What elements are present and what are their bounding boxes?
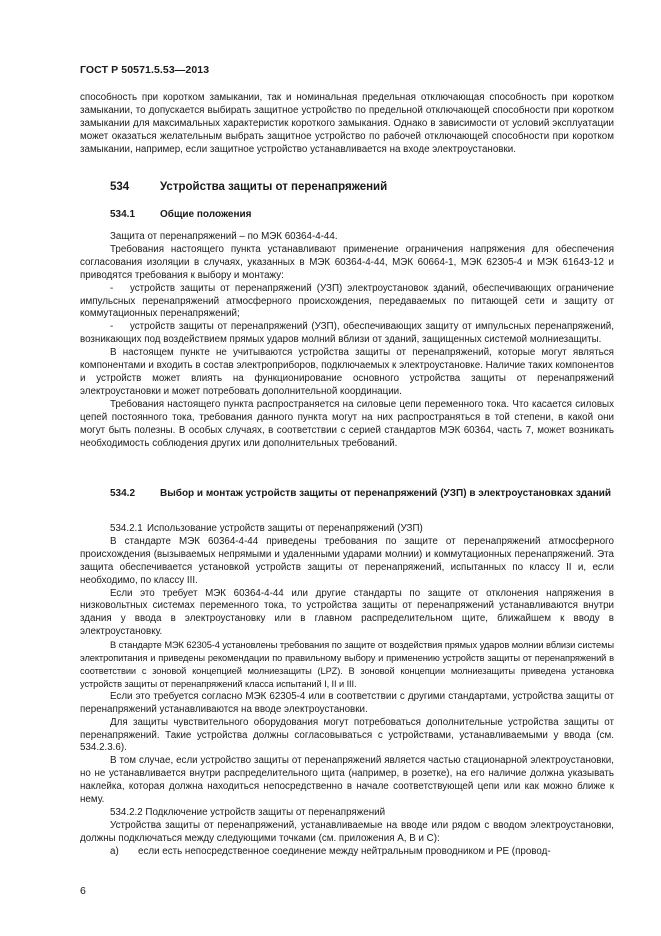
item-title: Использование устройств защиты от перенапряжений (УЗП)	[147, 523, 423, 534]
paragraph: Устройства защиты от перенапряжений, устанавливаемые на вводе или рядом с вводом электроустановки, должны подключаться между следующими точками (см. приложения А, В и С):	[80, 819, 614, 844]
paragraph: В том случае, если устройство защиты от перенапряжений является частью стационарной электроустановки, но не устанавливается внутри распределительного щита (например, в розетке), на его наличие должна указывать наклейка, которая должна находиться непосредственно в начале соответствующей цепи или как можно ближе к нему.	[80, 755, 614, 806]
subsection-number: 534.2	[110, 488, 136, 499]
paragraph: Если это требует МЭК 60364-4-44 или другие стандарты по защите от отклонения напряжения в низковольтных системах переменного тока, то устройства защиты от перенапряжений устанавливаются внутри здания у ввода в электроустановку или в главном распределительном щите, ближайшем к вводу в электроустановку.	[80, 587, 614, 638]
paragraph: Для защиты чувствительного оборудования могут потребоваться дополнительные устройства защиты от перенапряжений. Такие устройства должны согласовываться с устройствами, устанавливаемыми у ввода (см. 534.2.3.6).	[80, 716, 614, 754]
list-item-text: устройств защиты от перенапряжений (УЗП) электроустановок зданий, обеспечивающих ограничение импульсных перенапряжений атмосферного происхождения, передаваемых по питающей сети и защиту от коммутационных перенапряжений;	[80, 282, 614, 320]
paragraph: Если это требуется согласно МЭК 62305-4 или в соответствии с другими стандартами, устройства защиты от перенапряжений устанавливаются на вводе электроустановки.	[80, 690, 614, 715]
intro-block	[80, 92, 614, 157]
list-bullet: -	[110, 282, 114, 294]
paragraph: В стандарте МЭК 62305-4 установлены требования по защите от воздействия прямых ударов молнии вблизи системы электропитания и приведены рекомендации по правильному выбору и применению устройств защиты от перенапряжений в соответствии с зоновой концепцией молниезащиты (LPZ). В зоновой концепции молниезащиты приведена установка устройств защиты от перенапряжений класса испытаний I, II и III.	[80, 640, 614, 689]
section-title: Устройства защиты от перенапряжений	[160, 181, 388, 193]
paragraph: Требования настоящего пункта устанавливают применение ограничения напряжения для обеспечения согласования изоляции в случаях, указанных в МЭК 60364-4-44, МЭК 60664-1, МЭК 62305-4 и МЭК 61643-12 и приводятся требования к выбору и монтажу:	[80, 243, 614, 281]
list-item-text: если есть непосредственное соединение между нейтральным проводником и PE (провод-	[138, 845, 551, 857]
item-heading	[80, 523, 614, 536]
paragraph: В стандарте МЭК 60364-4-44 приведены требования по защите от перенапряжений атмосферного происхождения (вызываемых непрямыми и удаленными ударами молнии) и коммутационных перенапряжений. Эта защита обеспечивается установкой устройств защиты от перенапряжений, испытанных по классу II и, если необходимо, по классу III.	[80, 535, 614, 586]
section-number: 534	[110, 181, 130, 193]
section-534-2-heading	[80, 487, 614, 501]
paragraph: Защита от перенапряжений – по МЭК 60364-4-44.	[110, 231, 338, 242]
list-item	[80, 321, 614, 347]
list-item	[80, 846, 614, 859]
list-letter: а)	[110, 845, 119, 857]
section-534-heading	[80, 181, 614, 194]
subsection-title: Общие положения	[160, 209, 252, 220]
list-item-text: устройств защиты от перенапряжений (УЗП), обеспечивающих защиту от импульсных перенапряжений, возникающих под воздействием прямых ударов молний вблизи от зданий, защищенных системой молниезащиты.	[80, 321, 614, 346]
subsection-number: 534.1	[110, 209, 136, 220]
intro-paragraph: способность при коротком замыкании, так и номинальная предельная отключающая способность при коротком замыкании, то допускается выбирать защитное устройство по предельной отключающей способности при коротком замыкании для максимальных характеристик короткого замыкания. Однако в зависимости от условий эксплуатации может оказаться желательным выбрать защитное устройство по рабочей отключающей способности при коротком замыкании, например, если защитное устройство устанавливается на входе электроустановки.	[80, 92, 614, 155]
section-534-1-body	[80, 231, 614, 450]
document-header: ГОСТ Р 50571.5.53—2013	[80, 64, 210, 76]
paragraph: Требования настоящего пункта распространяется на силовые цепи переменного тока. Что касается силовых цепей постоянного тока, требования данного пункта могут на них распространяться в той степени, в какой они могут быть полезны. В особых случаях, в соответствии с серией стандартов МЭК 60364, часть 7, может возникать необходимость соблюдения других или дополнительных требований.	[80, 398, 614, 449]
list-item	[80, 283, 614, 322]
paragraph: В настоящем пункте не учитываются устройства защиты от перенапряжений, которые могут являться компонентами и входить в состав электроприборов, подключаемых к электроустановке. Наличие таких компонентов и устройств может влиять на функционирование основного устройства защиты от перенапряжений электроустановки и может потребовать дополнительной координации.	[80, 347, 614, 397]
subsection-title: Выбор и монтаж устройств защиты от перенапряжений (УЗП) в электроустановках зданий	[160, 488, 612, 499]
section-534-1-heading	[80, 209, 614, 222]
item-number: 534.2.1	[110, 523, 143, 534]
page-number: 6	[80, 885, 86, 897]
list-bullet: -	[110, 321, 114, 333]
section-534-2-body	[80, 523, 614, 859]
item-heading: 534.2.2 Подключение устройств защиты от перенапряжений	[110, 806, 386, 818]
